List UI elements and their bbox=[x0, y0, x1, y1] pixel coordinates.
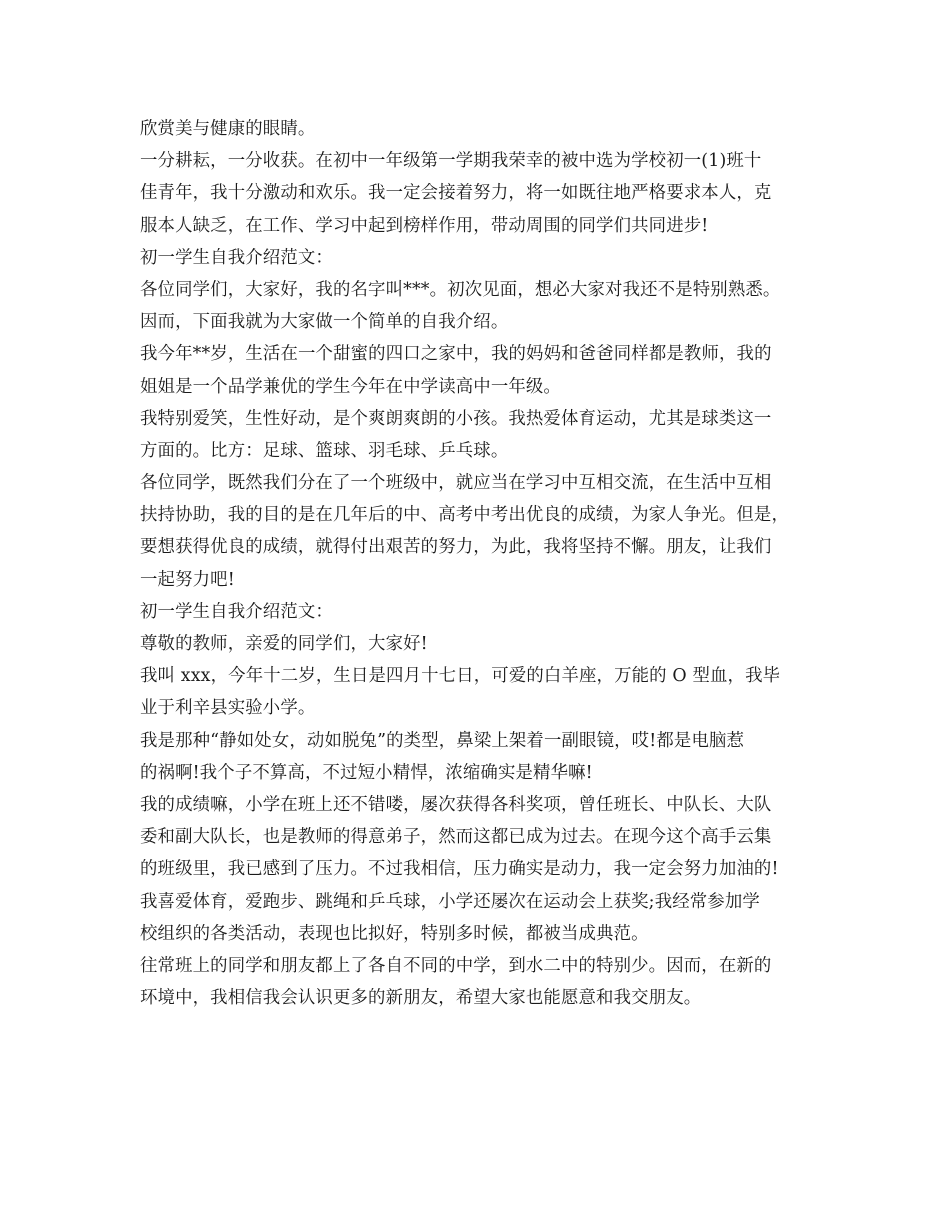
text-line: 业于利辛县实验小学。 bbox=[140, 698, 316, 719]
text-line: 各位同学们，大家好，我的名字叫***。初次见面，想必大家对我还不是特别熟悉。 bbox=[140, 279, 781, 300]
text-line: 我特别爱笑，生性好动，是个爽朗爽朗的小孩。我热爱体育运动，尤其是球类这一 bbox=[140, 408, 772, 429]
document-body bbox=[140, 113, 830, 1014]
text-line: 我是那种“静如处女，动如脱兔”的类型，鼻梁上架着一副眼镜，哎!都是电脑惹 bbox=[140, 730, 745, 751]
text-line: 尊敬的教师，亲爱的同学们，大家好! bbox=[140, 634, 428, 654]
text-line: 欣赏美与健康的眼睛。 bbox=[140, 119, 316, 139]
text-line: 我叫 xxx，今年十二岁，生日是四月十七日，可爱的白羊座，万能的 O 型血，我毕 bbox=[140, 666, 781, 687]
text-line: 因而，下面我就为大家做一个简单的自我介绍。 bbox=[140, 312, 509, 333]
text-line: 姐姐是一个品学兼优的学生今年在中学读高中一年级。 bbox=[140, 376, 561, 397]
text-line: 往常班上的同学和朋友都上了各自不同的中学，到水二中的特别少。因而，在新的 bbox=[140, 955, 772, 976]
text-line: 一起努力吧! bbox=[140, 569, 235, 590]
section-heading: 初一学生自我介绍范文： bbox=[140, 601, 333, 622]
text-line: 佳青年，我十分激动和欢乐。我一定会接着努力，将一如既往地严格要求本人，克 bbox=[140, 183, 772, 204]
text-line: 校组织的各类活动，表现也比拟好，特别多时候，都被当成典范。 bbox=[140, 923, 649, 944]
text-line: 各位同学，既然我们分在了一个班级中，就应当在学习中互相交流，在生活中互相 bbox=[140, 473, 772, 494]
text-line: 环境中，我相信我会认识更多的新朋友，希望大家也能愿意和我交朋友。 bbox=[140, 988, 702, 1009]
text-line: 我喜爱体育，爱跑步、跳绳和乒乓球，小学还屡次在运动会上获奖;我经常参加学 bbox=[140, 891, 760, 912]
text-line: 的祸啊!我个子不算高，不过短小精悍，浓缩确实是精华嘛! bbox=[140, 762, 593, 783]
text-line: 委和副大队长，也是教师的得意弟子，然而这都已成为过去。在现今这个高手云集 bbox=[140, 827, 772, 848]
text-line: 的班级里，我已感到了压力。不过我相信，压力确实是动力，我一定会努力加油的! bbox=[140, 859, 779, 880]
text-line: 一分耕耘，一分收获。在初中一年级第一学期我荣幸的被中选为学校初一(1)班十 bbox=[140, 151, 762, 172]
text-line: 扶持协助，我的目的是在几年后的中、高考中考出优良的成绩，为家人争光。但是， bbox=[140, 505, 790, 526]
text-line: 要想获得优良的成绩，就得付出艰苦的努力，为此，我将坚持不懈。朋友，让我们 bbox=[140, 537, 772, 558]
text-line: 我的成绩嘛，小学在班上还不错喽，屡次获得各科奖项，曾任班长、中队长、大队 bbox=[140, 794, 772, 815]
text-line: 我今年**岁，生活在一个甜蜜的四口之家中，我的妈妈和爸爸同样都是教师，我的 bbox=[140, 344, 772, 365]
section-heading: 初一学生自我介绍范文： bbox=[140, 247, 333, 268]
text-line: 服本人缺乏，在工作、学习中起到榜样作用，带动周围的同学们共同进步! bbox=[140, 215, 709, 236]
text-line: 方面的。比方：足球、篮球、羽毛球、乒乓球。 bbox=[140, 440, 509, 461]
